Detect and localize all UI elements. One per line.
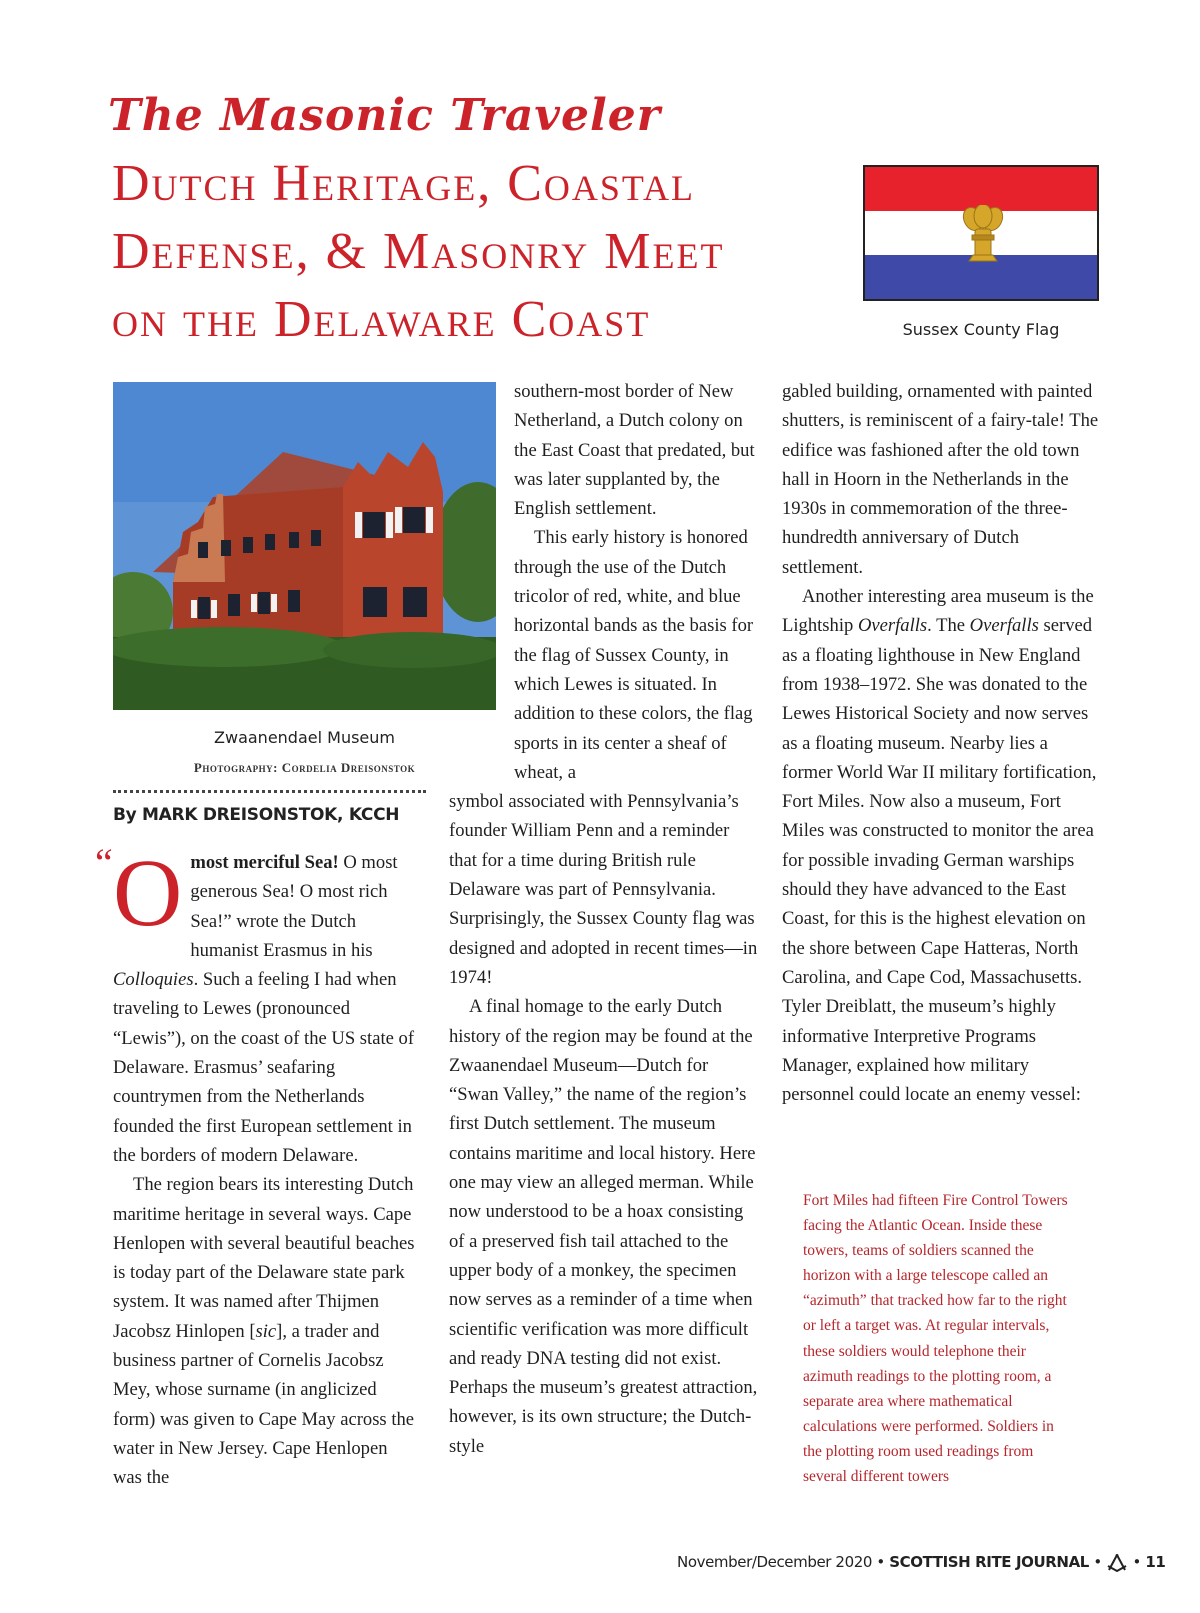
- paragraph-text: The region bears its interesting Dutch maritime heritage in several ways. Cape Henlopen with several beautiful beaches is today part of the Delaware state park system. It was named after Thijmen Jacobsz Hinlopen [: [113, 1174, 415, 1342]
- opening-phrase: most merciful Sea!: [190, 852, 339, 873]
- headline-line: Dutch Heritage, Coastal: [112, 155, 695, 212]
- paragraph-text: . The: [927, 615, 970, 637]
- ship-name: Overfalls: [969, 615, 1039, 637]
- sic-note: sic: [255, 1320, 277, 1342]
- paragraph-text: Another interesting area museum is the Lightship: [782, 586, 1094, 637]
- article-column-3: [782, 377, 1100, 1109]
- paragraph: symbol associated with Pennsylvania’s founder William Penn and a reminder that for a time during British rule Delaware was part of Pennsylvania. Surprisingly, the Sussex County flag was designed and adopted in recent times—in 1974!: [449, 791, 758, 988]
- separator: •: [872, 1553, 890, 1571]
- sussex-county-flag: [863, 165, 1099, 301]
- divider: [113, 790, 426, 793]
- paragraph-text: . Such a feeling I had when traveling to Lewes (pronounced “Lewis”), on the coast of the US state of Delaware. Erasmus’ seafaring countrymen from the Netherlands founded the first European settlement in the borders of modern Delaware.: [113, 969, 415, 1166]
- paragraph-text: ], a trader and business partner of Cornelis Jacobsz Mey, whose surname (in anglicized form) was given to Cape May across the water in New Jersey. Cape Henlopen was the: [113, 1320, 415, 1489]
- article-headline: [112, 150, 832, 354]
- pull-quote: Fort Miles had fifteen Fire Control Towers facing the Atlantic Ocean. Inside these towers, teams of soldiers scanned the horizon with a large telescope called an “azimuth” that tracked how far to the right or left a target was. At regular intervals, these soldiers would telephone their azimuth readings to the plotting room, a separate area where mathematical calculations were performed. Soldiers in the plotting room used readings from several different towers: [803, 1192, 1068, 1486]
- open-quote-mark: “: [95, 840, 113, 885]
- drop-cap: O: [113, 839, 183, 946]
- paragraph: gabled building, ornamented with painted shutters, is reminiscent of a fairy-tale! The edifice was fashioned after the old town hall in Hoorn in the Netherlands in the 1930s in commemoration of the three-hundredth anniversary of Dutch settlement.: [782, 381, 1099, 578]
- page-number: 11: [1145, 1553, 1166, 1571]
- paragraph: southern-most border of New Netherland, a Dutch colony on the East Coast that predated, but was later supplanted by, the English settlement.: [514, 381, 755, 520]
- museum-photo: [113, 382, 496, 710]
- byline: By MARK DREISONSTOK, KCCH: [113, 805, 400, 825]
- article-column-1: [95, 839, 421, 1493]
- issue-date: November/December 2020: [677, 1553, 873, 1571]
- flag-caption: Sussex County Flag: [902, 320, 1060, 339]
- journal-name: SCOTTISH RITE JOURNAL: [889, 1553, 1089, 1571]
- paragraph: [95, 839, 421, 1170]
- paragraph-text: served as a floating lighthouse in New England from 1938–1972. She was donated to the Lewes Historical Society and now serves as a floating museum. Nearby lies a former World War II military fortification, Fort Miles. Now also a museum, Fort Miles was constructed to monitor the area for possible invading German warships should they have advanced to the East Coast, for this is the highest elevation on the shore between Cape Hatteras, North Carolina, and Cape Cod, Massachusetts. Tyler Dreiblatt, the museum’s highly informative Interpretive Programs Manager, explained how military personnel could locate an enemy vessel:: [782, 615, 1097, 1106]
- paragraph: A final homage to the early Dutch history of the region may be found at the Zwaanendael Museum—Dutch for “Swan Valley,” the name of the region’s first Dutch settlement. The museum contains maritime and local history. Here one may view an alleged merman. While now understood to be a hoax consisting of a preserved fish tail attached to the upper body of a monkey, the specimen now serves as a reminder of a time when scientific verification was more difficult and ready DNA testing did not exist. Perhaps the museum’s greatest attraction, however, is its own structure; the Dutch-style: [449, 996, 758, 1457]
- article-column-2: [449, 377, 761, 1461]
- book-title: Colloquies: [113, 969, 194, 991]
- headline-line: on the Delaware Coast: [112, 291, 651, 348]
- paragraph-text: O most generous Sea! O most rich Sea!” wrote the Dutch humanist Erasmus in his: [190, 852, 398, 961]
- flag-red-band: [865, 167, 1097, 211]
- separator: •: [1128, 1553, 1146, 1571]
- separator: •: [1088, 1553, 1107, 1571]
- narrow-block: [449, 377, 761, 787]
- page-footer: [677, 1553, 1166, 1572]
- section-kicker: The Masonic Traveler: [108, 90, 661, 141]
- paragraph: This early history is honored through the use of the Dutch tricolor of red, white, and blue horizontal bands as the basis for the flag of Sussex County, in which Lewes is situated. In addition to these colors, the flag sports in its center a sheaf of wheat, a: [514, 527, 754, 783]
- square-and-compass-icon: [1106, 1554, 1128, 1572]
- photo-caption: Zwaanendael Museum: [214, 728, 395, 747]
- paragraph: [782, 582, 1100, 1109]
- headline-line: Defense, & Masonry Meet: [112, 223, 725, 280]
- wheat-sheaf-icon: [955, 205, 1011, 265]
- ship-name: Overfalls: [857, 615, 928, 637]
- paragraph: [113, 1170, 421, 1492]
- photo-credit: Photography: Cordelia Dreisonstok: [193, 760, 416, 775]
